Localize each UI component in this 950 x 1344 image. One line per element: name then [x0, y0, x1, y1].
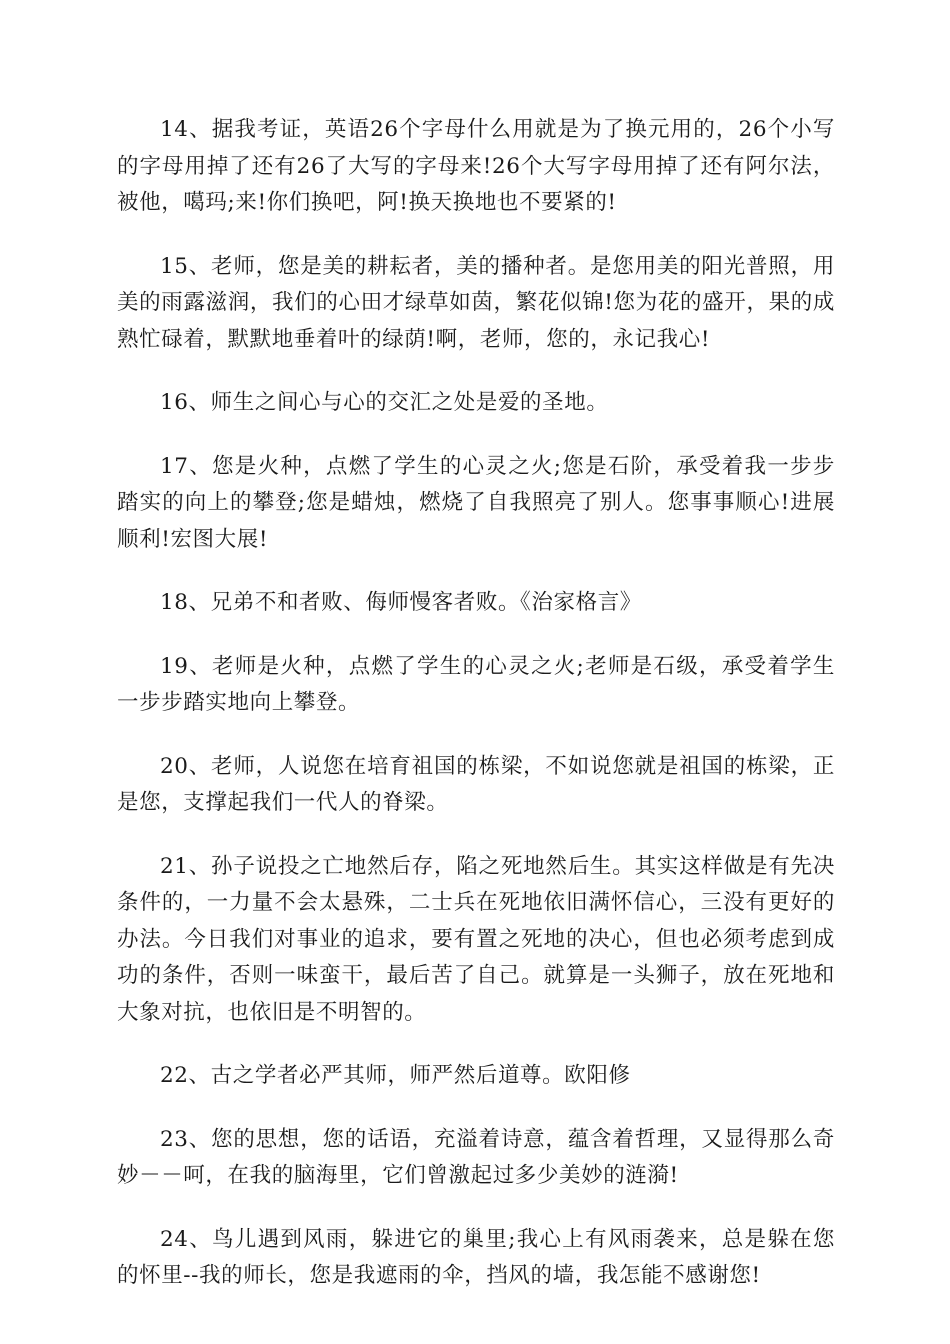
paragraph-22: 22、古之学者必严其师，师严然后道尊。欧阳修 [160, 1063, 631, 1088]
paragraph-15: 15、老师，您是美的耕耘者，美的播种者。是您用美的阳光普照，用美的雨露滋润，我们的心田才绿草如茵，繁花似锦!您为花的盛开，果的成熟忙碌着，默默地垂着叶的绿荫!啊，老师，您的，永记我心! [117, 253, 835, 352]
paragraph-19: 19、老师是火种，点燃了学生的心灵之火;老师是石级，承受着学生一步步踏实地向上攀登。 [117, 653, 835, 715]
paragraph-21: 21、孙子说投之亡地然后存，陷之死地然后生。其实这样做是有先决条件的，一力量不会太悬殊，二士兵在死地依旧满怀信心，三没有更好的办法。今日我们对事业的追求，要有置之死地的决心，但也必须考虑到成功的条件，否则一味蛮干，最后苦了自己。就算是一头狮子，放在死地和大象对抗，也依旧是不明智的。 [117, 853, 835, 1025]
paragraph-16: 16、师生之间心与心的交汇之处是爱的圣地。 [160, 390, 609, 415]
paragraph-24: 24、鸟儿遇到风雨，躲进它的巢里;我心上有风雨袭来，总是躲在您的怀里--我的师长，您是我遮雨的伞，挡风的墙，我怎能不感谢您! [117, 1226, 835, 1288]
paragraph-18: 18、兄弟不和者败、侮师慢客者败。《治家格言》 [160, 590, 642, 615]
paragraph-20: 20、老师，人说您在培育祖国的栋梁，不如说您就是祖国的栋梁，正是您，支撑起我们一代人的脊梁。 [117, 753, 835, 815]
paragraph-14: 14、据我考证，英语26个字母什么用就是为了换元用的，26个小写的字母用掉了还有26了大写的字母来!26个大写字母用掉了还有阿尔法，被他，噶玛;来!你们换吧，阿!换天换地也不要紧的! [117, 117, 835, 215]
document-body [117, 112, 835, 1322]
paragraph-17: 17、您是火种，点燃了学生的心灵之火;您是石阶，承受着我一步步踏实的向上的攀登;您是蜡烛，燃烧了自我照亮了别人。您事事顺心!进展顺利!宏图大展! [117, 453, 835, 552]
paragraph-23: 23、您的思想，您的话语，充溢着诗意，蕴含着哲理，又显得那么奇妙－－呵，在我的脑海里，它们曾激起过多少美妙的涟漪! [117, 1126, 835, 1188]
